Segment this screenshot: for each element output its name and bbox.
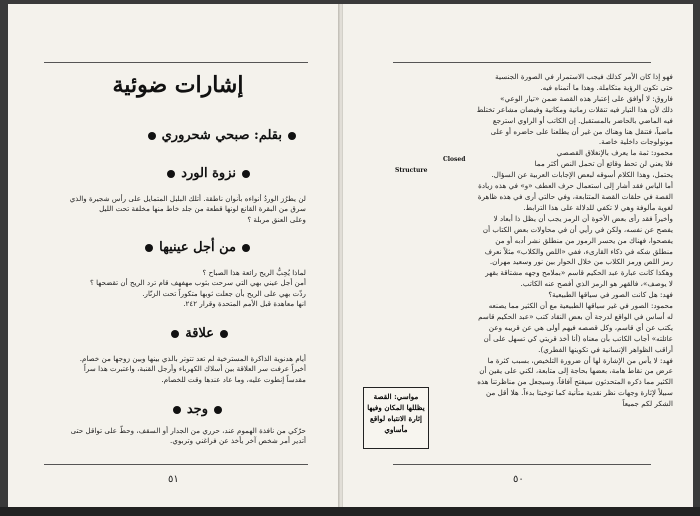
text-line: لا يوصف»، فالقهر هو الرمز الذي أفصح عنه الكاتب. xyxy=(520,279,673,289)
margin-note: Structure xyxy=(395,167,428,174)
text-line: يفصح عن نفسه، ولكن في رأيي أن في محاولات بعض الكتاب أن xyxy=(482,224,673,234)
text-line: أمن أجل عيني بهي التي سرحت بثوب مهفهف قام ترد الريح أن تقضحها ؟ xyxy=(90,278,306,288)
page-number: ٥١ xyxy=(168,474,179,485)
text-line: أتدير أمر شخص آخر يأخذ عن فراغني وتربوي. xyxy=(170,436,306,446)
text-line: سبيلاً لإثارة وجهات نظر نقدية متأنية كما توخيتا بدءاً. هلا أقل من xyxy=(485,388,673,398)
margin-note: Closed xyxy=(443,156,466,163)
text-line: فهو إذا كان الأمر كذلك فيجب الاستمرار في الصورة الجنسية xyxy=(495,72,673,81)
text-line: مونولوجات داخلية خاصة. xyxy=(598,137,673,147)
bullet-icon xyxy=(214,406,222,414)
bullet-icon xyxy=(148,132,156,140)
text-line: فهد: هل كانت الصور في سياقها الطبيعية؟ xyxy=(548,290,673,300)
text-line: أما الياس فقد أشار إلى استعمال حرف العطف «و» في هذه زيادة xyxy=(478,181,673,191)
top-rule xyxy=(44,62,308,63)
text-line: مقدساً إنطوت عليه، وما عاد عندها وقت للخصام. xyxy=(161,374,306,384)
side-box-note: مواسي: القصة يظللها المكان وفيها إثارة الانتباه لواقع مأساوي xyxy=(363,387,429,449)
text-line: لن يطرُز الوردُ أنواءه بأنوان ناطقة. أتلك البلبل المتمايل على رأس شجيرة والذي xyxy=(69,194,306,203)
text-line: منطلق شكه في ذكاء القارىء، ففي «اللص والكلاب» مثلاً نعرف xyxy=(484,246,673,256)
author-name: بقلم: صبحي شحروري xyxy=(161,128,282,143)
text-line: محمود: الصور في غير سياقها الطبيعية مع أن الكثير مما يصنعه xyxy=(488,301,673,311)
text-line: فهد: لا يأس من الإشارة لها أن ضرورة التلخيص، بسبب كثرة ما xyxy=(487,355,673,365)
text-line: أراقب الظواهر الإنسانية في تكوينها الفطري). xyxy=(538,344,673,354)
section-heading-text: من أجل عينيها xyxy=(159,240,236,255)
text-line: وعلى العنق مربلة ؟ xyxy=(247,214,306,224)
section-body xyxy=(42,354,306,385)
section-heading xyxy=(145,240,250,255)
text-line: وهكذا كانت عبارة عبد الحكيم قاسم «بملامح وجهه مشتاقة بقهر xyxy=(485,268,673,278)
bullet-icon xyxy=(220,330,228,338)
text-line: يكتب عن أي قاسم، وكل قصصه فيهم أولى هي عن قريبه وعن xyxy=(488,322,673,332)
text-line: حرّكي من نافذة الهموم عند، حرري من الجدار أو السقف، وحطّ على تواقل حتى xyxy=(70,426,306,435)
book-bottom-edge xyxy=(0,507,700,516)
author-line xyxy=(148,128,296,143)
text-line: عرض من نقاط هامة، بعضها بحاجة إلى متابعة، لكني على يقين أن xyxy=(479,366,673,376)
text-line: فلا يعني لن تحط وقائع أن تحمل النص أكثر مما xyxy=(534,159,673,169)
page-number: ٥٠ xyxy=(513,474,524,485)
text-line: أخيراً عرفت سر العلاقة بين أسلاك الكهرباء وأرجل القنبة، واعتبرت هذا سراً xyxy=(83,364,306,374)
text-line: فاروق: لا أوافق على إعتبار هذه القصة ضمن «تيار الوعي» xyxy=(500,93,673,103)
text-line: أيام هدنوية الذاكرة المسترخية لم تعد تتوتر بالذي بينها وبين زوجها من خصام. xyxy=(79,354,306,363)
text-line: يفصحوا، فهناك من يحسر الرموز من منطلق نشر أدبه أو من xyxy=(495,235,673,245)
text-line: فيه الماضي بالحاضر بالمستقبل. إن الكاتب أو الراوي استرجع xyxy=(492,115,673,125)
text-line: القصة في حلقات القصة المتتابعة، وفي حالتي أرى في هذه ظاهرة xyxy=(477,191,673,201)
left-page xyxy=(8,4,340,507)
text-line: الكثير مما ذكره المتحدثون سيفتح آفاقاً، وسيجعل من مناظرتنا هذه xyxy=(477,377,673,387)
bullet-icon xyxy=(242,170,250,178)
bullet-icon xyxy=(173,406,181,414)
section-heading-text: نزوة الورد xyxy=(181,166,236,181)
text-line: رمز اللص ورمز الكلاب من خلال الحوار بين نور وسعيد مهران. xyxy=(489,257,673,267)
bullet-icon xyxy=(167,170,175,178)
section-heading-text: علاقة xyxy=(185,326,214,341)
section-heading-text: وجد xyxy=(186,402,208,417)
bottom-rule xyxy=(393,464,651,465)
bullet-icon xyxy=(242,244,250,252)
text-line: انها معاهدة قبل الأمم المتحدة وقرار ٢٤٢. xyxy=(183,299,306,309)
bullet-icon xyxy=(171,330,179,338)
text-line: لغوية مألوفة وهي لا تكفي للدلالة على هذا الترابط. xyxy=(523,202,673,212)
right-page xyxy=(343,4,693,507)
text-line: وأخيراً فقد رأى بعض الأخوة أن الرمز يجب أن يظل ذا أبعاد لا xyxy=(493,213,673,223)
section-body xyxy=(42,268,306,310)
section-heading xyxy=(167,166,250,181)
bottom-rule xyxy=(44,464,308,465)
page-title: إشارات ضوئية xyxy=(112,72,244,98)
text-line: ذلك لأن هذا التيار فيه تنقلات زمانية ومكانية وفيضان مشاعر تختلط xyxy=(476,104,673,114)
text-line: لماذا يُحِبُّ الريح رائعة هذا الصباح ؟ xyxy=(202,268,306,277)
section-heading xyxy=(171,326,228,341)
text-line: رذّت بهي على الريح بأن جعلت ثوبها متكوراً تحت الزنّار. xyxy=(142,288,306,298)
text-line: محمود: ثمة ما يعرف بالإنغلاق القصصي xyxy=(556,148,673,158)
text-line: يحتمل، وهذا الكلام أسوقه لبعض الإجابات العربية عن السؤال. xyxy=(491,170,673,180)
top-rule xyxy=(393,62,651,63)
text-line: حتى تكون الرؤية متكاملة. وهذا ما أتمناه فيه. xyxy=(540,82,673,92)
section-body xyxy=(42,426,306,447)
text-line: سرق من البقرة القانع لونها قطعة من جلد خاط منها مخلفة تحت الليل xyxy=(99,204,306,214)
bullet-icon xyxy=(288,132,296,140)
text-line: ماضياً، فتنقل هنا وهناك من غير أن يطلعنا على حاضره أو على xyxy=(490,126,673,136)
text-line: له أساس في الواقع لدرجة أن بعض النقاد كتب «عبد الحكيم قاسم xyxy=(478,311,673,321)
section-heading xyxy=(173,402,222,417)
bullet-icon xyxy=(145,244,153,252)
text-line: الشكر لكم جميعاً xyxy=(622,399,673,409)
section-body xyxy=(42,194,306,225)
page-body-text xyxy=(398,72,673,410)
text-line: عائلته» أجاب الكاتب بأن معناه (أنا أخذ قريتي كي تسهل على أن xyxy=(483,333,673,343)
